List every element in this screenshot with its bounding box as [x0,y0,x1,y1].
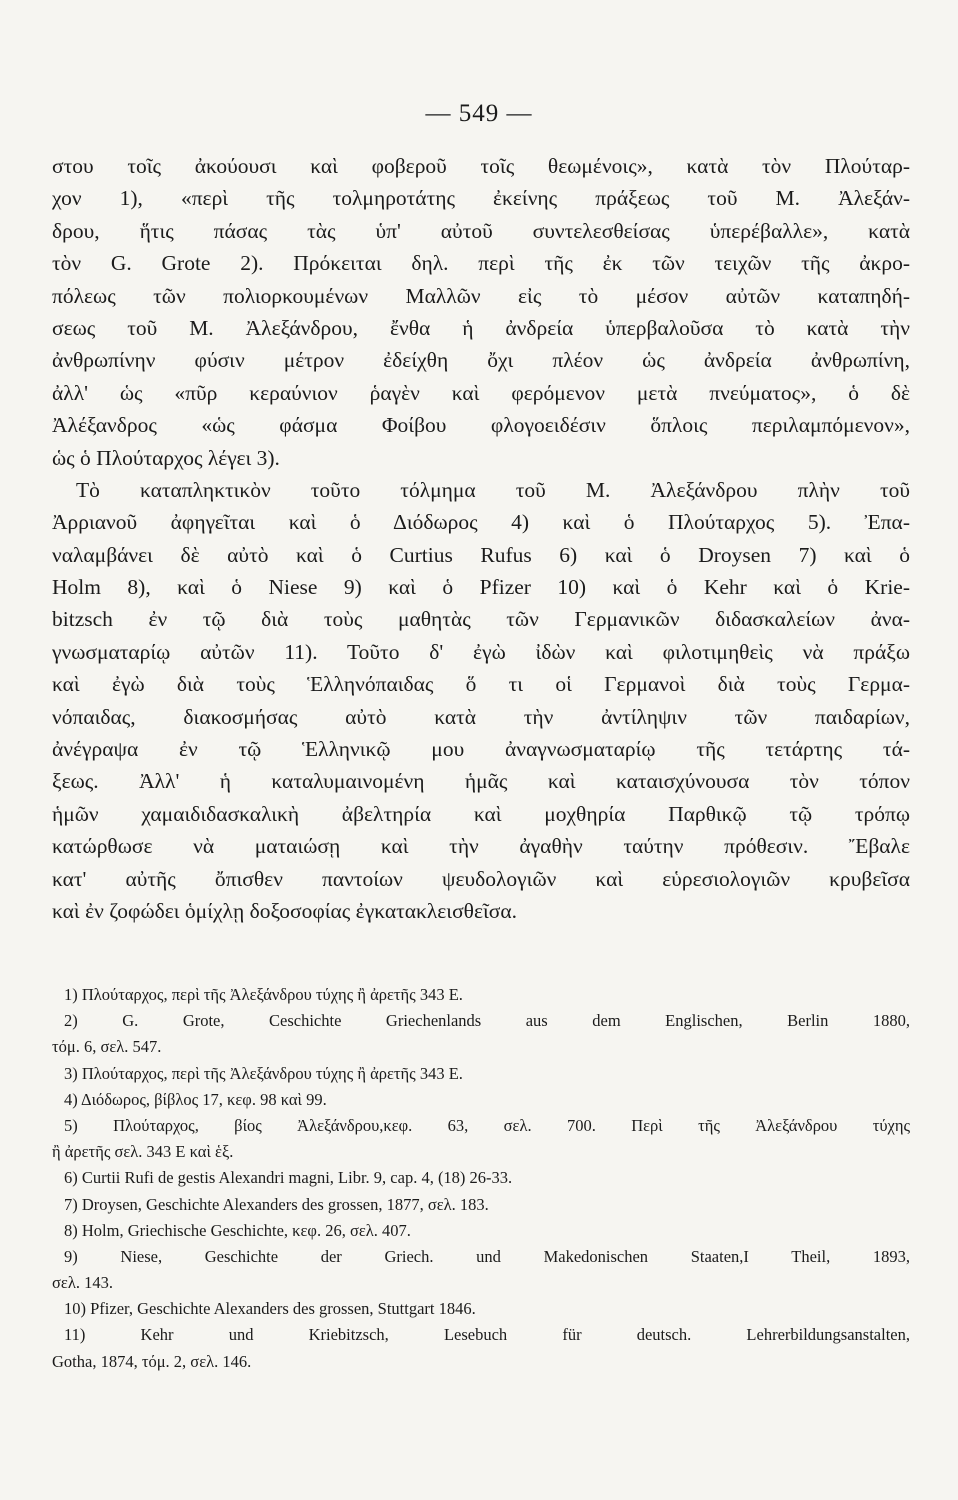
footnote-line: 11) Kehr und Kriebitzsch, Lesebuch für deutsch. Lehrerbildungsanstalten, [64,1325,910,1345]
body-line: σεως τοῦ Μ. Ἀλεξάνδρου, ἔνθα ἡ ἀνδρεία ὑπερβαλοῦσα τὸ κατὰ τὴν [52,315,910,340]
footnote-line: 8) Holm, Griechische Geschichte, κεφ. 26, σελ. 407. [64,1220,411,1240]
body-line: νόπαιδας, διακοσμήσας αὐτὸ κατὰ τὴν ἀντίληψιν τῶν παιδαρίων, [52,704,910,729]
body-line: ὡς ὁ Πλούταρχος λέγει 3). [52,445,280,470]
footnote-line: τόμ. 6, σελ. 547. [52,1037,162,1057]
body-line: ναλαμβάνει δὲ αὐτὸ καὶ ὁ Curtius Rufus 6) καὶ ὁ Droysen 7) καὶ ὁ [52,542,910,567]
body-line: bitzsch ἐν τῷ διὰ τοὺς μαθητὰς τῶν Γερμανικῶν διδασκαλείων ἀνα- [52,607,910,632]
footnote-line: Gotha, 1874, τόμ. 2, σελ. 146. [52,1351,252,1371]
footnote-line: 9) Niese, Geschichte der Griech. und Makedonischen Staaten,I Theil, 1893, [64,1246,910,1266]
body-line: ἀνέγραψα ἐν τῷ Ἑλληνικῷ μου ἀναγνωσματαρίῳ τῆς τετάρτης τά- [52,737,910,762]
body-line: δρου, ἥτις πάσας τὰς ὑπ' αὐτοῦ συντελεσθείσας ὑπερέβαλλε», κατὰ [52,218,910,243]
body-line: κατ' αὐτῆς ὄπισθεν παντοίων ψευδολογιῶν καὶ εὑρεσιολογιῶν κρυβεῖσα [52,866,910,891]
body-line: χον 1), «περὶ τῆς τολμηροτάτης ἐκείνης πράξεως τοῦ Μ. Ἀλεξάν- [52,186,910,211]
footnote-line: σελ. 143. [52,1273,113,1293]
page-number: — 549 — [425,100,533,127]
footnote-line: 10) Pfizer, Geschichte Alexanders des grossen, Stuttgart 1846. [64,1299,476,1319]
body-line: ξεως. Ἀλλ' ἡ καταλυμαινομένη ἡμᾶς καὶ καταισχύνουσα τὸν τόπον [52,769,910,794]
footnote-line: 4) Διόδωρος, βίβλος 17, κεφ. 98 καὶ 99. [64,1089,327,1109]
footnote-line: 5) Πλούταρχος, βίος Ἀλεξάνδρου,κεφ. 63, σελ. 700. Περὶ τῆς Ἀλεξάνδρου τύχης [64,1115,910,1135]
body-line: καὶ ἐγὼ διὰ τοὺς Ἑλληνόπαιδας ὅ τι οἱ Γερμανοὶ διὰ τοὺς Γερμα- [52,672,910,697]
footnote-line: 7) Droysen, Geschichte Alexanders des grossen, 1877, σελ. 183. [64,1194,489,1214]
body-line: ἀλλ' ὡς «πῦρ κεραύνιον ῥαγὲν καὶ φερόμενον μετὰ πνεύματος», ὁ δὲ [52,380,910,405]
footnote-line: 6) Curtii Rufi de gestis Alexandri magni, Libr. 9, cap. 4, (18) 26-33. [64,1168,513,1188]
body-line: Ἀρριανοῦ ἀφηγεῖται καὶ ὁ Διόδωρος 4) καὶ ὁ Πλούταρχος 5). Ἐπα- [52,510,910,535]
footnote-line: 3) Πλούταρχος, περὶ τῆς Ἀλεξάνδρου τύχης ἢ ἀρετῆς 343 E. [64,1063,463,1083]
body-text [52,150,910,927]
body-line: καὶ ἐν ζοφώδει ὁμίχλῃ δοξοσοφίας ἐγκατακλεισθεῖσα. [52,898,518,923]
body-line: ἀνθρωπίνην φύσιν μέτρον ἐδείχθη ὄχι πλέον ὡς ἀνδρεία ἀνθρωπίνη, [52,348,910,373]
body-line: ἡμῶν χαμαιδιδασκαλικὴ ἀβελτηρία καὶ μοχθηρία Παρθικῷ τῷ τρόπῳ [52,801,910,826]
footnotes [52,982,910,1375]
body-line: πόλεως τῶν πολιορκουμένων Μαλλῶν εἰς τὸ μέσον αὐτῶν καταπηδή- [52,283,910,308]
footnote-line: 2) G. Grote, Ceschichte Griechenlands aus dem Englischen, Berlin 1880, [64,1011,910,1031]
body-line: γνωσματαρίῳ αὐτῶν 11). Τοῦτο δ' ἐγὼ ἰδὼν καὶ φιλοτιμηθεὶς νὰ πράξω [52,639,910,664]
body-line: Holm 8), καὶ ὁ Niese 9) καὶ ὁ Pfizer 10) καὶ ὁ Kehr καὶ ὁ Krie- [52,575,910,600]
body-line: κατώρθωσε νὰ ματαιώσῃ καὶ τὴν ἀγαθὴν ταύτην πρόθεσιν. Ἔβαλε [52,834,910,859]
footnote-line: 1) Πλούταρχος, περὶ τῆς Ἀλεξάνδρου τύχης ἢ ἀρετῆς 343 E. [64,985,463,1004]
body-line: Ἀλέξανδρος «ὡς φάσμα Φοίβου φλογοειδέσιν ὅπλοις περιλαμπόμενον», [52,413,910,438]
body-line: τὸν G. Grote 2). Πρόκειται δηλ. περὶ τῆς ἐκ τῶν τειχῶν τῆς ἀκρο- [52,251,910,276]
footnote-line: ἢ ἀρετῆς σελ. 343 E καὶ ἑξ. [52,1142,234,1162]
body-line: Τὸ καταπληκτικὸν τοῦτο τόλμημα τοῦ Μ. Ἀλεξάνδρου πλὴν τοῦ [76,477,910,502]
body-line: στου τοῖς ἀκούουσι καὶ φοβεροῦ τοῖς θεωμένοις», κατὰ τὸν Πλούταρ- [52,154,910,178]
